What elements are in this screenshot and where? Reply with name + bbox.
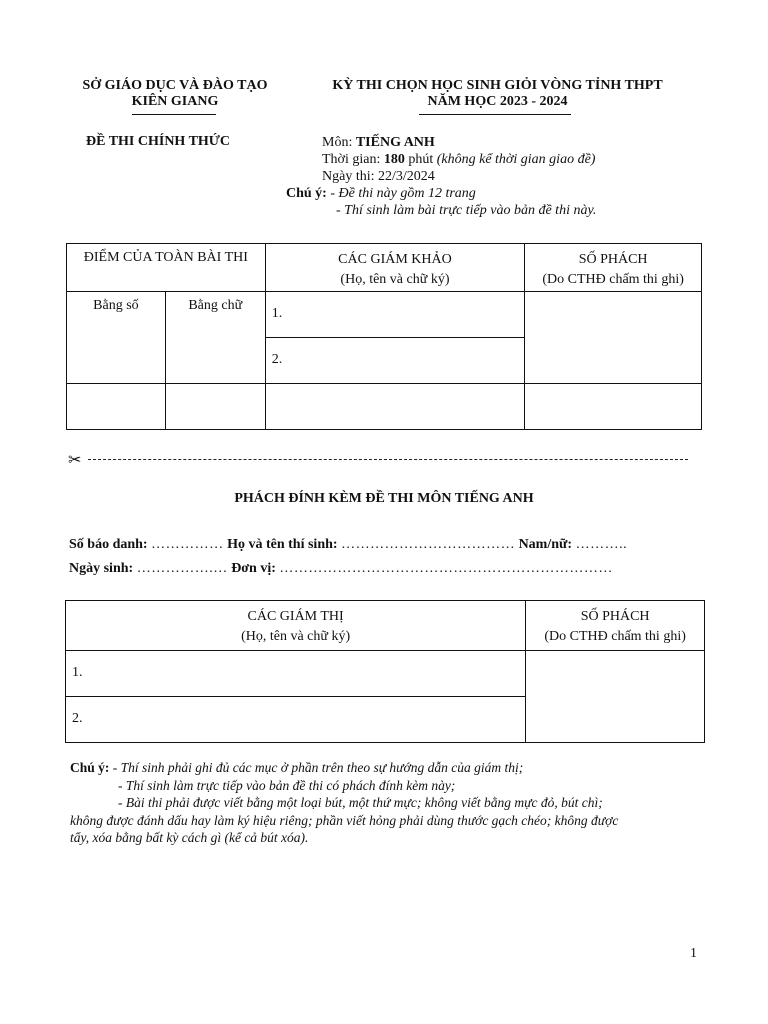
time-label: Thời gian:	[322, 152, 381, 167]
dept-line-1: SỞ GIÁO DỤC VÀ ĐÀO TẠO	[82, 78, 268, 93]
gender-label: Nam/nữ:	[518, 537, 573, 552]
exam-title	[300, 78, 695, 110]
dept-underline	[132, 114, 216, 115]
time-unit: phút	[408, 152, 434, 167]
proctor-table	[65, 600, 705, 743]
proctor-2-cell[interactable]	[66, 697, 526, 743]
examiners-sub: (Họ, tên và chữ ký)	[340, 272, 450, 287]
exam-underline	[419, 114, 571, 115]
examiner-1-label: 1.	[271, 306, 283, 321]
by-words-cell[interactable]	[165, 292, 265, 384]
code-value-cell[interactable]	[525, 292, 702, 384]
by-words-label: Bằng chữ	[188, 298, 243, 313]
name-label: Họ và tên thí sinh:	[227, 537, 338, 552]
footer-note-4: không được đánh dấu hay làm ký hiệu riêng; phần viết hỏng phải dùng thước gạch chéo; không được	[70, 812, 619, 828]
footer-notes	[70, 759, 702, 847]
exam-note	[286, 185, 596, 219]
dob-label: Ngày sinh:	[69, 561, 134, 576]
proctor-1-cell[interactable]	[66, 651, 526, 697]
name-field[interactable]: ………………………………	[341, 537, 516, 552]
sbd-label: Số báo danh:	[69, 537, 148, 552]
time-line	[322, 151, 595, 168]
blank-cell-1	[67, 384, 166, 430]
page-number: 1	[690, 946, 697, 961]
time-note: (không kể thời gian giao đề)	[436, 152, 596, 167]
dept-line-2: KIÊN GIANG	[131, 94, 219, 109]
note-label: Chú ý:	[286, 186, 327, 201]
examiner-2-cell[interactable]	[265, 338, 525, 384]
proctors-header-cell	[66, 601, 526, 651]
cut-line	[88, 459, 688, 460]
dept-name	[60, 78, 290, 110]
footer-note-1: - Thí sinh phải ghi đủ các mục ở phần trên theo sự hướng dẫn của giám thị;	[112, 760, 524, 775]
by-number-cell[interactable]	[67, 292, 166, 384]
code-sub: (Do CTHĐ chấm thi ghi)	[542, 272, 684, 287]
subject-value: TIẾNG ANH	[355, 135, 435, 150]
time-value: 180	[383, 152, 405, 167]
blank-cell-3	[265, 384, 525, 430]
candidate-line-1	[69, 537, 627, 553]
proctors-sub: (Họ, tên và chữ ký)	[241, 629, 351, 644]
code-header: SỐ PHÁCH	[578, 252, 648, 267]
dob-field[interactable]: …………….…	[136, 561, 228, 576]
proctor-code-header-cell	[526, 601, 705, 651]
code-header-cell	[525, 244, 702, 292]
gender-field[interactable]: ………..	[575, 537, 628, 552]
score-table	[66, 243, 702, 430]
footer-note-label: Chú ý:	[70, 760, 110, 775]
blank-cell-4	[525, 384, 702, 430]
examiners-header-cell	[265, 244, 525, 292]
proctor-code-sub: (Do CTHĐ chấm thi ghi)	[544, 629, 686, 644]
score-header: ĐIỂM CỦA TOÀN BÀI THI	[83, 250, 248, 265]
by-number-label: Bằng số	[93, 298, 139, 313]
proctor-2-label: 2.	[72, 711, 83, 726]
proctor-code-header: SỐ PHÁCH	[580, 609, 650, 624]
official-label: ĐỀ THI CHÍNH THỨC	[86, 134, 231, 149]
examiners-header: CÁC GIÁM KHẢO	[338, 252, 452, 267]
unit-label: Đơn vị:	[231, 561, 276, 576]
score-header-cell	[67, 244, 266, 292]
sbd-field[interactable]: ……………	[151, 537, 224, 552]
exam-line-2: NĂM HỌC 2023 - 2024	[427, 94, 568, 109]
attachment-title: PHÁCH ĐÍNH KÈM ĐỀ THI MÔN TIẾNG ANH	[234, 491, 534, 506]
footer-note-5: tẩy, xóa bằng bất kỳ cách gì (kể cả bút xóa).	[70, 830, 309, 845]
note-pages: - Đề thi này gồm 12 trang	[330, 186, 476, 201]
exam-date: Ngày thi: 22/3/2024	[322, 169, 435, 184]
proctors-header: CÁC GIÁM THỊ	[247, 609, 344, 624]
footer-note-2: - Thí sinh làm trực tiếp vào bản đề thi có phách đính kèm này;	[118, 777, 456, 793]
scissors-icon: ✂	[68, 452, 82, 469]
candidate-line-2	[69, 561, 613, 577]
blank-cell-2	[165, 384, 265, 430]
proctor-1-label: 1.	[72, 665, 83, 680]
footer-note-3: - Bài thi phải được viết bằng một loại bút, một thứ mực; không viết bằng mực đỏ, bút chì;	[118, 795, 603, 810]
subject-line	[322, 134, 595, 151]
examiner-2-label: 2.	[271, 352, 283, 367]
note-direct: - Thí sinh làm bài trực tiếp vào bản đề thi này.	[336, 203, 597, 218]
subject-info	[322, 134, 595, 185]
subject-label: Môn:	[322, 135, 353, 150]
proctor-code-value-cell[interactable]	[526, 651, 705, 743]
exam-line-1: KỲ THI CHỌN HỌC SINH GIỎI VÒNG TỈNH THPT	[332, 78, 663, 93]
examiner-1-cell[interactable]	[265, 292, 525, 338]
unit-field[interactable]: ……………………………………………………………	[279, 561, 613, 576]
